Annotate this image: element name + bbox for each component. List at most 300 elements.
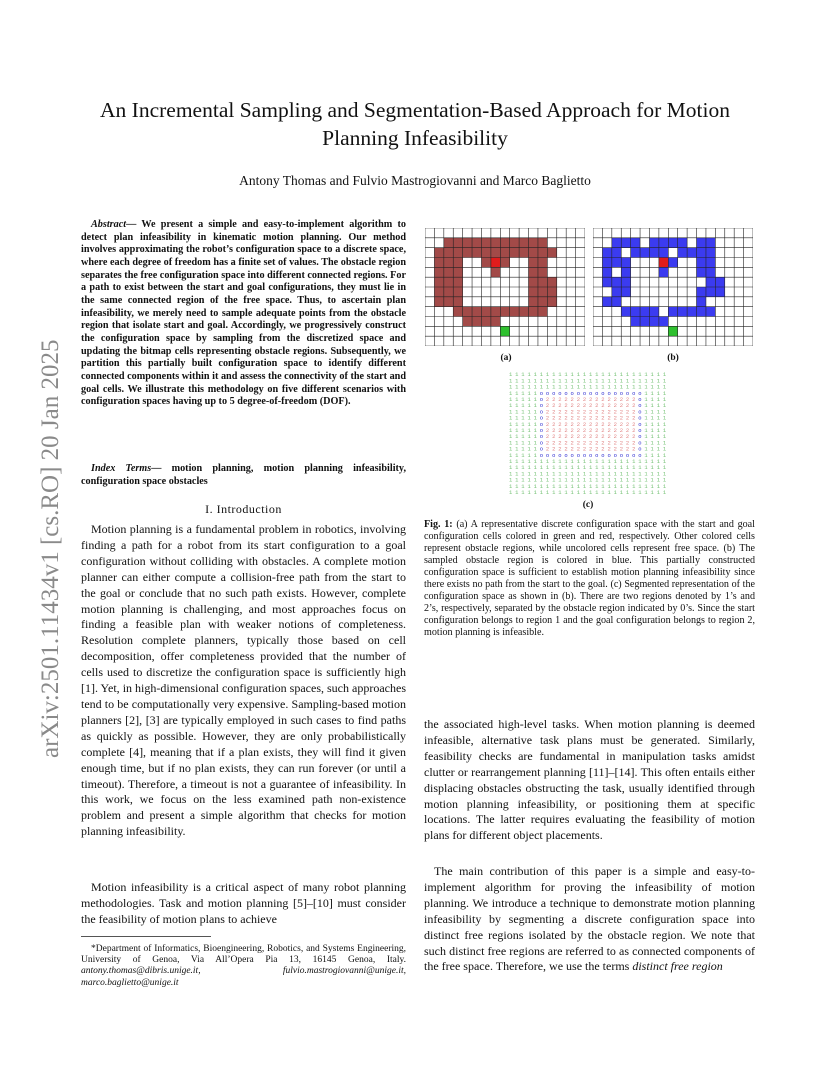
- segment-cell: 1: [662, 439, 667, 447]
- segment-cell: 1: [662, 402, 667, 410]
- segment-cell: 1: [595, 482, 599, 490]
- segment-cell: 2: [582, 414, 587, 422]
- segment-cell: 2: [570, 439, 574, 447]
- segment-cell: 1: [539, 371, 544, 379]
- segment-cell: 1: [564, 458, 568, 465]
- segment-cell: 1: [552, 464, 556, 472]
- segment-cell: o: [638, 389, 642, 397]
- segment-cell: 2: [595, 420, 599, 428]
- segment-cell: 1: [613, 458, 617, 465]
- segment-cell: 2: [601, 420, 605, 428]
- obstacle-cell: [491, 248, 500, 258]
- obstacle-cell: [706, 307, 715, 317]
- segment-cell: o: [601, 451, 605, 459]
- obstacle-cell: [621, 287, 630, 297]
- segment-cell: 2: [552, 414, 556, 422]
- obstacle-cell: [510, 307, 519, 317]
- segment-cell: 1: [576, 464, 581, 472]
- segment-cell: 1: [638, 458, 642, 465]
- segment-cell: 1: [521, 414, 525, 422]
- segment-cell: 1: [533, 433, 537, 441]
- obstacle-cell: [659, 238, 668, 248]
- index-terms-text: motion planning, motion planning infeasibility, configuration space obstacles: [81, 463, 406, 487]
- segment-cell: 1: [601, 476, 605, 484]
- segment-cell: 1: [509, 389, 513, 397]
- obstacle-cell: [715, 277, 724, 287]
- segment-cell: 1: [644, 427, 648, 434]
- obstacle-cell: [649, 307, 658, 317]
- segment-cell: 1: [601, 371, 605, 379]
- segment-cell: o: [570, 451, 574, 459]
- obstacle-cell: [612, 238, 621, 248]
- segment-cell: 1: [662, 420, 667, 428]
- segment-cell: 2: [589, 427, 593, 434]
- segment-cell: 2: [632, 433, 636, 441]
- segment-cell: 2: [601, 445, 605, 453]
- segment-cell: 1: [650, 420, 654, 428]
- segment-cell: 1: [515, 414, 519, 422]
- obstacle-cell: [453, 297, 462, 307]
- segment-cell: 1: [632, 458, 636, 465]
- segment-cell: 1: [656, 464, 661, 472]
- segment-cell: o: [625, 389, 630, 397]
- segment-cell: 1: [601, 383, 605, 391]
- segment-cell: 1: [564, 470, 568, 478]
- segment-cell: 1: [576, 470, 581, 478]
- obstacle-cell: [706, 287, 715, 297]
- obstacle-cell: [529, 287, 538, 297]
- segment-cell: 2: [582, 427, 587, 434]
- segment-cell: 1: [552, 458, 556, 465]
- obstacle-cell: [547, 277, 556, 287]
- segment-cell: 1: [509, 451, 513, 459]
- obstacle-cell: [491, 317, 500, 327]
- segment-cell: 1: [570, 371, 574, 379]
- segment-cell: 1: [650, 383, 654, 391]
- segment-cell: o: [613, 451, 617, 459]
- segment-cell: 1: [558, 482, 562, 490]
- segment-cell: 1: [564, 489, 568, 495]
- segment-cell: 1: [595, 371, 599, 379]
- segment-cell: 1: [527, 439, 531, 447]
- obstacle-cell: [491, 307, 500, 317]
- segment-cell: 1: [662, 445, 667, 453]
- segment-cell: 1: [533, 396, 537, 403]
- segment-cell: 2: [545, 445, 550, 453]
- segment-cell: 1: [533, 402, 537, 410]
- segment-cell: 2: [570, 408, 574, 416]
- segment-cell: 1: [619, 482, 624, 490]
- segment-cell: 1: [632, 464, 636, 472]
- segment-cell: 1: [533, 489, 537, 495]
- obstacle-cell: [434, 248, 443, 258]
- contribution-text: The main contribution of this paper is a simple and easy-to-implement algorithm for proving the infeasibility of motion planning. We introduce a technique to demonstrate motion planning infeasibility by segmenting a discrete configuration space into distinct free regions isolated by the obstacle region. We note that such distinct free regions are referred to as connected components of the free space. Therefore, we use the terms: [424, 864, 755, 974]
- obstacle-cell: [472, 307, 481, 317]
- segment-cell: 1: [662, 408, 667, 416]
- segment-cell: 1: [650, 408, 654, 416]
- segment-cell: o: [595, 389, 599, 397]
- segment-cell: 1: [570, 383, 574, 391]
- segment-cell: 1: [589, 377, 593, 385]
- segment-cell: 1: [582, 464, 587, 472]
- segment-cell: 1: [515, 377, 519, 385]
- segment-cell: 1: [570, 470, 574, 478]
- obstacle-cell: [715, 287, 724, 297]
- segment-cell: 1: [582, 371, 587, 379]
- segment-cell: 1: [650, 371, 654, 379]
- segment-cell: 1: [625, 482, 630, 490]
- segment-cell: 1: [589, 489, 593, 495]
- segment-cell: o: [638, 396, 642, 403]
- segment-cell: 1: [662, 470, 667, 478]
- segment-cell: 1: [644, 464, 648, 472]
- obstacle-cell: [538, 248, 547, 258]
- segment-cell: 1: [644, 470, 648, 478]
- segment-cell: 2: [552, 420, 556, 428]
- segment-cell: 1: [564, 464, 568, 472]
- segment-cell: 1: [638, 383, 642, 391]
- segment-cell: 1: [656, 389, 661, 397]
- obstacle-cell: [602, 258, 611, 268]
- segment-cell: 1: [576, 371, 581, 379]
- segment-cell: 2: [619, 445, 624, 453]
- segment-cell: 1: [607, 489, 611, 495]
- segment-cell: o: [589, 389, 593, 397]
- figure-1a-configuration-space: [425, 228, 585, 346]
- segment-cell: 1: [521, 420, 525, 428]
- obstacle-cell: [697, 307, 706, 317]
- segment-cell: 1: [656, 445, 661, 453]
- segment-cell: 1: [552, 476, 556, 484]
- segment-cell: 1: [613, 377, 617, 385]
- segment-cell: 1: [515, 489, 519, 495]
- segment-cell: 1: [650, 458, 654, 465]
- segment-cell: o: [539, 445, 544, 453]
- segment-cell: 2: [607, 402, 611, 410]
- segment-cell: 1: [619, 464, 624, 472]
- segment-cell: 1: [644, 476, 648, 484]
- segment-cell: 1: [595, 377, 599, 385]
- footnote-emails: antony.thomas@dibris.unige.it, fulvio.mastrogiovanni@unige.it, marco.baglietto@unige.it: [81, 966, 406, 988]
- obstacle-cell: [538, 297, 547, 307]
- segment-cell: 2: [589, 408, 593, 416]
- segment-cell: o: [576, 451, 581, 459]
- segment-cell: 1: [521, 476, 525, 484]
- segment-cell: 2: [570, 414, 574, 422]
- sublabel-c: (c): [582, 500, 594, 510]
- segment-cell: 1: [533, 377, 537, 385]
- obstacle-cell: [612, 277, 621, 287]
- segment-cell: o: [619, 451, 624, 459]
- segment-cell: 1: [515, 464, 519, 472]
- segment-cell: 1: [570, 489, 574, 495]
- segment-cell: 1: [656, 420, 661, 428]
- segment-cell: 2: [607, 445, 611, 453]
- segment-cell: 2: [625, 420, 630, 428]
- obstacle-cell: [687, 248, 696, 258]
- segment-cell: 1: [539, 489, 544, 495]
- segment-cell: 1: [533, 445, 537, 453]
- segment-cell: 2: [570, 402, 574, 410]
- segment-cell: 1: [527, 464, 531, 472]
- segment-cell: 1: [619, 377, 624, 385]
- segment-cell: 2: [595, 433, 599, 441]
- segment-cell: 1: [644, 489, 648, 495]
- abstract-label: Abstract: [91, 219, 127, 230]
- segment-cell: 1: [509, 396, 513, 403]
- segment-cell: 1: [509, 383, 513, 391]
- segment-cell: 2: [625, 408, 630, 416]
- segment-cell: 2: [552, 433, 556, 441]
- segment-cell: o: [638, 414, 642, 422]
- segment-cell: 1: [589, 464, 593, 472]
- segment-cell: o: [552, 451, 556, 459]
- obstacle-cell: [444, 277, 453, 287]
- segment-cell: 2: [613, 433, 617, 441]
- obstacle-cell: [659, 248, 668, 258]
- segment-cell: 2: [601, 433, 605, 441]
- segment-cell: o: [638, 433, 642, 441]
- segment-cell: 2: [632, 396, 636, 403]
- segment-cell: 1: [613, 371, 617, 379]
- segment-cell: 2: [613, 427, 617, 434]
- obstacle-cell: [453, 267, 462, 277]
- segment-cell: 1: [644, 482, 648, 490]
- obstacle-cell: [659, 317, 668, 327]
- segment-cell: 2: [552, 402, 556, 410]
- segment-cell: 2: [570, 433, 574, 441]
- segment-cell: 1: [656, 439, 661, 447]
- segment-cell: 1: [533, 408, 537, 416]
- segment-cell: 1: [533, 451, 537, 459]
- segment-cell: 1: [533, 470, 537, 478]
- segment-cell: 1: [527, 482, 531, 490]
- segment-cell: 1: [644, 439, 648, 447]
- segment-cell: 2: [613, 402, 617, 410]
- segment-cell: 1: [521, 458, 525, 465]
- segment-cell: 2: [558, 396, 562, 403]
- segment-cell: 1: [582, 377, 587, 385]
- segment-cell: 2: [552, 445, 556, 453]
- segment-cell: 2: [582, 445, 587, 453]
- segment-cell: 1: [527, 445, 531, 453]
- segment-cell: 1: [662, 427, 667, 434]
- segment-cell: 1: [595, 470, 599, 478]
- segment-cell: 1: [521, 464, 525, 472]
- arxiv-identifier: [14, 290, 74, 760]
- segment-cell: 1: [521, 433, 525, 441]
- segment-cell: 2: [625, 445, 630, 453]
- segment-cell: 1: [656, 433, 661, 441]
- intro-paragraph-2: Motion infeasibility is a critical aspect of many robot planning methodologies. Task and motion planning [5]–[10] must consider the feasibility of motion plans to achieve: [81, 880, 406, 926]
- section-heading-introduction: I. Introduction: [205, 502, 282, 516]
- obstacle-cell: [678, 248, 687, 258]
- segment-cell: 1: [650, 439, 654, 447]
- segment-cell: 2: [595, 445, 599, 453]
- segment-cell: 1: [533, 389, 537, 397]
- segment-cell: 1: [558, 464, 562, 472]
- segment-cell: 1: [632, 482, 636, 490]
- segment-cell: 2: [632, 414, 636, 422]
- segment-cell: 2: [589, 433, 593, 441]
- segment-cell: 1: [650, 445, 654, 453]
- segment-cell: 1: [509, 402, 513, 410]
- segment-cell: 1: [509, 458, 513, 465]
- segment-cell: o: [638, 420, 642, 428]
- obstacle-cell: [453, 258, 462, 268]
- obstacle-cell: [519, 307, 528, 317]
- segment-cell: 1: [515, 458, 519, 465]
- segment-cell: 1: [558, 470, 562, 478]
- obstacle-cell: [697, 297, 706, 307]
- obstacle-cell: [538, 287, 547, 297]
- segment-cell: 2: [552, 439, 556, 447]
- segment-cell: 2: [595, 414, 599, 422]
- segment-cell: 1: [601, 464, 605, 472]
- segment-cell: 2: [582, 402, 587, 410]
- segment-cell: 1: [515, 427, 519, 434]
- segment-cell: 1: [644, 433, 648, 441]
- segment-cell: 1: [656, 377, 661, 385]
- obstacle-cell: [659, 267, 668, 277]
- segment-cell: 1: [527, 371, 531, 379]
- segment-cell: 1: [625, 476, 630, 484]
- start-cell: [668, 326, 677, 336]
- segment-cell: 1: [533, 439, 537, 447]
- obstacle-cell: [621, 238, 630, 248]
- segment-cell: 2: [558, 414, 562, 422]
- segment-cell: 1: [650, 476, 654, 484]
- segment-cell: 1: [613, 476, 617, 484]
- segment-cell: 2: [619, 408, 624, 416]
- segment-cell: 2: [564, 414, 568, 422]
- segment-cell: 2: [619, 396, 624, 403]
- segment-cell: 1: [539, 482, 544, 490]
- segment-cell: 2: [576, 396, 581, 403]
- contribution-paragraph: [424, 864, 755, 975]
- segment-cell: 1: [515, 389, 519, 397]
- segment-cell: 2: [552, 408, 556, 416]
- segment-cell: 1: [632, 476, 636, 484]
- segment-cell: 1: [650, 433, 654, 441]
- segment-cell: 2: [601, 402, 605, 410]
- segment-cell: 1: [509, 439, 513, 447]
- segment-cell: 2: [613, 445, 617, 453]
- segment-cell: 1: [644, 458, 648, 465]
- segment-cell: 2: [601, 439, 605, 447]
- figure-caption-label: Fig. 1:: [424, 519, 453, 530]
- segment-cell: 2: [595, 408, 599, 416]
- segment-cell: 1: [644, 402, 648, 410]
- segment-cell: 1: [539, 470, 544, 478]
- segment-cell: o: [558, 451, 562, 459]
- footnote-rule: [81, 936, 211, 937]
- segment-cell: 2: [625, 402, 630, 410]
- segment-cell: 2: [613, 396, 617, 403]
- segment-cell: 1: [570, 377, 574, 385]
- segment-cell: 1: [662, 489, 667, 495]
- segment-cell: 1: [656, 396, 661, 403]
- obstacle-cell: [612, 297, 621, 307]
- segment-cell: 1: [632, 383, 636, 391]
- segment-cell: 1: [533, 458, 537, 465]
- segment-cell: 1: [509, 489, 513, 495]
- segment-cell: 2: [576, 414, 581, 422]
- obstacle-cell: [649, 317, 658, 327]
- segment-cell: 1: [656, 470, 661, 478]
- obstacle-cell: [481, 238, 490, 248]
- segment-cell: 2: [607, 420, 611, 428]
- segment-cell: o: [539, 414, 544, 422]
- obstacle-cell: [500, 307, 509, 317]
- segment-cell: 2: [613, 408, 617, 416]
- segment-cell: 1: [638, 470, 642, 478]
- segment-cell: 1: [515, 476, 519, 484]
- segment-cell: 2: [613, 439, 617, 447]
- goal-cell: [491, 258, 500, 268]
- segment-cell: 2: [625, 414, 630, 422]
- sublabel-a: (a): [500, 353, 512, 363]
- obstacle-cell: [463, 238, 472, 248]
- obstacle-cell: [631, 317, 640, 327]
- segment-cell: 1: [576, 377, 581, 385]
- segment-cell: 1: [607, 377, 611, 385]
- obstacle-cell: [500, 238, 509, 248]
- obstacle-cell: [453, 287, 462, 297]
- obstacle-cell: [444, 267, 453, 277]
- segment-cell: 1: [613, 489, 617, 495]
- segment-cell: o: [613, 389, 617, 397]
- segment-cell: 1: [625, 470, 630, 478]
- segment-cell: 2: [595, 396, 599, 403]
- segment-cell: 1: [527, 433, 531, 441]
- segment-cell: 1: [644, 371, 648, 379]
- segment-cell: 1: [625, 371, 630, 379]
- obstacle-cell: [434, 297, 443, 307]
- segment-cell: 2: [607, 408, 611, 416]
- segment-cell: 1: [595, 476, 599, 484]
- segment-cell: 2: [564, 396, 568, 403]
- segment-cell: 1: [607, 458, 611, 465]
- obstacle-cell: [697, 258, 706, 268]
- segment-cell: o: [638, 451, 642, 459]
- obstacle-cell: [668, 258, 677, 268]
- segment-cell: 1: [515, 482, 519, 490]
- obstacle-cell: [529, 267, 538, 277]
- segment-cell: o: [545, 451, 550, 459]
- obstacle-cell: [453, 238, 462, 248]
- segment-cell: o: [607, 389, 611, 397]
- segment-cell: 1: [564, 371, 568, 379]
- obstacle-cell: [602, 267, 611, 277]
- segment-cell: o: [638, 445, 642, 453]
- footnote-affiliation: *Department of Informatics, Bioengineering, Robotics, and Systems Engineering, University of Genoa, Via All’Opera Pia 13, 16145 Genoa, Italy.: [81, 944, 406, 966]
- segment-cell: 2: [601, 414, 605, 422]
- segment-cell: o: [638, 439, 642, 447]
- segment-cell: 1: [644, 396, 648, 403]
- segment-cell: 2: [558, 408, 562, 416]
- segment-cell: 1: [607, 470, 611, 478]
- index-terms: Index Terms— motion planning, motion planning infeasibility, configuration space obstacles: [81, 463, 406, 487]
- segment-cell: 1: [662, 414, 667, 422]
- obstacle-cell: [602, 248, 611, 258]
- segment-cell: 1: [589, 470, 593, 478]
- segment-cell: 2: [576, 433, 581, 441]
- segment-cell: o: [638, 402, 642, 410]
- obstacle-cell: [678, 307, 687, 317]
- segment-cell: 2: [619, 402, 624, 410]
- segment-cell: 2: [632, 402, 636, 410]
